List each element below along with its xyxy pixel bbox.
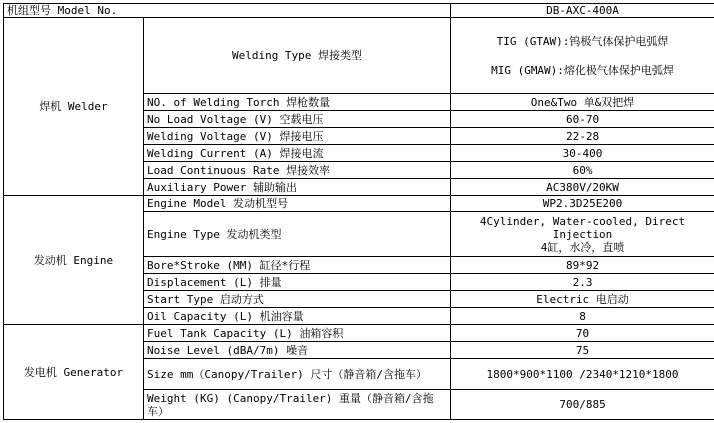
row-label: NO. of Welding Torch 焊枪数量	[144, 94, 451, 111]
row-value: 89*92	[451, 257, 714, 274]
row-value: 75	[451, 342, 714, 359]
row-value: AC380V/20KW	[451, 179, 714, 196]
group-welder: 焊机 Welder	[4, 18, 144, 196]
row-label: Engine Type 发动机类型	[144, 212, 451, 257]
row-value: 30-400	[451, 145, 714, 162]
row-value: 60-70	[451, 111, 714, 128]
welding-type-label: Welding Type 焊接类型	[144, 18, 451, 94]
welding-type-mig: MIG (GMAW):熔化极气体保护电弧焊	[491, 63, 674, 77]
row-label: Load Continuous Rate 焊接效率	[144, 162, 451, 179]
group-engine: 发动机 Engine	[4, 196, 144, 325]
row-value: 60%	[451, 162, 714, 179]
model-label: 机组型号 Model No.	[4, 4, 451, 18]
engine-type-value-en: 4Cylinder, Water-cooled, Direct Injection	[479, 214, 686, 241]
row-label: Auxiliary Power 辅助输出	[144, 179, 451, 196]
row-value: One&Two 单&双把焊	[451, 94, 714, 111]
row-label: No Load Voltage (V) 空载电压	[144, 111, 451, 128]
row-value: 1800*900*1100 /2340*1210*1800	[451, 359, 714, 390]
engine-type-value-cn: 4缸，水冷，直喷	[540, 240, 625, 254]
row-label: Welding Current (A) 焊接电流	[144, 145, 451, 162]
row-value: 22-28	[451, 128, 714, 145]
row-label: Welding Voltage (V) 焊接电压	[144, 128, 451, 145]
welding-type-row	[4, 18, 714, 94]
row-label: Engine Model 发动机型号	[144, 196, 451, 212]
row-value: 700/885	[451, 390, 714, 420]
model-value: DB-AXC-400A	[451, 4, 714, 18]
row-value: 70	[451, 325, 714, 342]
row-label: Fuel Tank Capacity (L) 油箱容积	[144, 325, 451, 342]
welding-type-tig: TIG (GTAW):钨极气体保护电弧焊	[496, 34, 669, 48]
model-row	[4, 4, 714, 18]
row-label: Bore*Stroke (MM) 缸径*行程	[144, 257, 451, 274]
row-value: 8	[451, 308, 714, 325]
row-label: Oil Capacity (L) 机油容量	[144, 308, 451, 325]
row-label: Start Type 启动方式	[144, 291, 451, 308]
row-value: 2.3	[451, 274, 714, 291]
engine-type-value	[451, 212, 714, 257]
table-row	[4, 325, 714, 342]
welding-type-value	[451, 18, 714, 94]
group-generator: 发电机 Generator	[4, 325, 144, 420]
spec-table	[3, 3, 714, 420]
row-label: Weight (KG) (Canopy/Trailer) 重量（静音箱/含拖车）	[144, 390, 451, 420]
row-label: Noise Level (dBA/7m) 噪音	[144, 342, 451, 359]
table-row	[4, 196, 714, 212]
row-label: Size mm（Canopy/Trailer) 尺寸（静音箱/含拖车）	[144, 359, 451, 390]
row-value: Electric 电启动	[451, 291, 714, 308]
row-value: WP2.3D25E200	[451, 196, 714, 212]
row-label: Displacement (L) 排量	[144, 274, 451, 291]
